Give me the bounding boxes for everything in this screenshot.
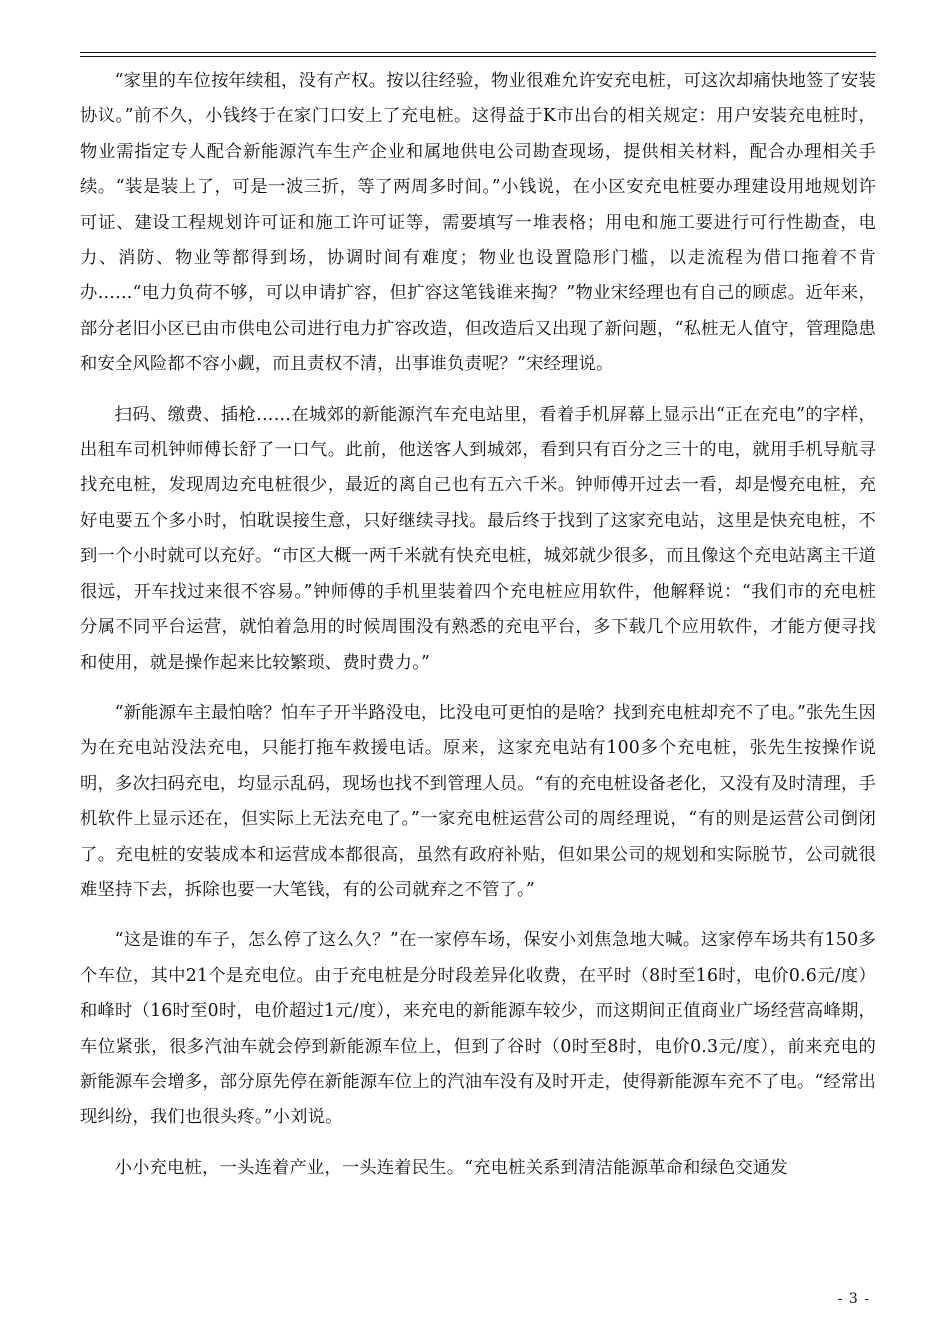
paragraph-2: 扫码、缴费、插枪……在城郊的新能源汽车充电站里，看着手机屏幕上显示出“正在充电”的字样，出租车司机钟师傅长舒了一口气。此前，他送客人到城郊，看到只有百分之三十的电，就用手机导航寻找充电桩，发现周边充电桩很少，最近的离自己也有五六千米。钟师傅开过去一看，却是慢充电桩，充好电要五个多小时，怕耽误接生意，只好继续寻找。最后终于找到了这家充电站，这里是快充电桩，不到一个小时就可以充好。“市区大概一两千米就有快充电桩，城郊就少很多，而且像这个充电站离主干道很远，开车找过来很不容易。”钟师傅的手机里装着四个充电桩应用软件，他解释说：“我们市的充电桩分属不同平台运营，就怕着急用的时候周围没有熟悉的充电平台，多下载几个应用软件，才能方便寻找和使用，就是操作起来比较繁琐、费时费力。”	[80, 404, 876, 673]
paragraph-3: “新能源车主最怕啥？怕车子开半路没电，比没电可更怕的是啥？找到充电桩却充不了电。”张先生因为在充电站没法充电，只能打拖车救援电话。原来，这家充电站有100多个充电桩，张先生按操作说明，多次扫码充电，均显示乱码，现场也找不到管理人员。“有的充电桩设备老化，又没有及时清理，手机软件上显示还在，但实际上无法充电了。”一家充电桩运营公司的周经理说，“有的则是运营公司倒闭了。充电桩的安装成本和运营成本都很高，虽然有政府补贴，但如果公司的规划和实际脱节，公司就很难坚持下去，拆除也要一大笔钱，有的公司就弃之不管了。”	[80, 702, 876, 900]
paragraph-1: “家里的车位按年续租，没有产权。按以往经验，物业很难允许安充电桩，可这次却痛快地签了安装协议。”前不久，小钱终于在家门口安上了充电桩。这得益于K市出台的相关规定：用户安装充电桩时，物业需指定专人配合新能源汽车生产企业和属地供电公司勘查现场，提供相关材料，配合办理相关手续。“装是装上了，可是一波三折，等了两周多时间。”小钱说，在小区安充电桩要办理建设用地规划许可证、建设工程规划许可证和施工许可证等，需要填写一堆表格；用电和施工要进行可行性勘查，电力、消防、物业等都得到场，协调时间有难度；物业也设置隐形门槛，以走流程为借口拖着不肯办……“电力负荷不够，可以申请扩容，但扩容这笔钱谁来掏？”物业宋经理也有自己的顾虑。近年来，部分老旧小区已由市供电公司进行电力扩容改造，但改造后又出现了新问题，“私桩无人值守，管理隐患和安全风险都不容小觑，而且责权不清，出事谁负责呢？”宋经理说。	[80, 71, 876, 375]
paragraph-4: “这是谁的车子，怎么停了这么久？”在一家停车场，保安小刘焦急地大喊。这家停车场共有150多个车位，其中21个是充电位。由于充电桩是分时段差异化收费，在平时（8时至16时，电价0.6元/度）和峰时（16时至0时，电价超过1元/度），来充电的新能源车较少，而这期间正值商业广场经营高峰期，车位紧张，很多汽油车就会停到新能源车位上，但到了谷时（0时至8时，电价0.3元/度），前来充电的新能源车会增多，部分原先停在新能源车位上的汽油车没有及时开走，使得新能源车充不了电。“经常出现纠纷，我们也很头疼。”小刘说。	[80, 930, 876, 1128]
page-number: - 3 -	[837, 1291, 870, 1307]
body-text	[80, 64, 876, 1201]
paragraph-5: 小小充电桩，一头连着产业，一头连着民生。“充电桩关系到清洁能源革命和绿色交通发	[114, 1157, 788, 1178]
header-rule	[80, 52, 876, 53]
